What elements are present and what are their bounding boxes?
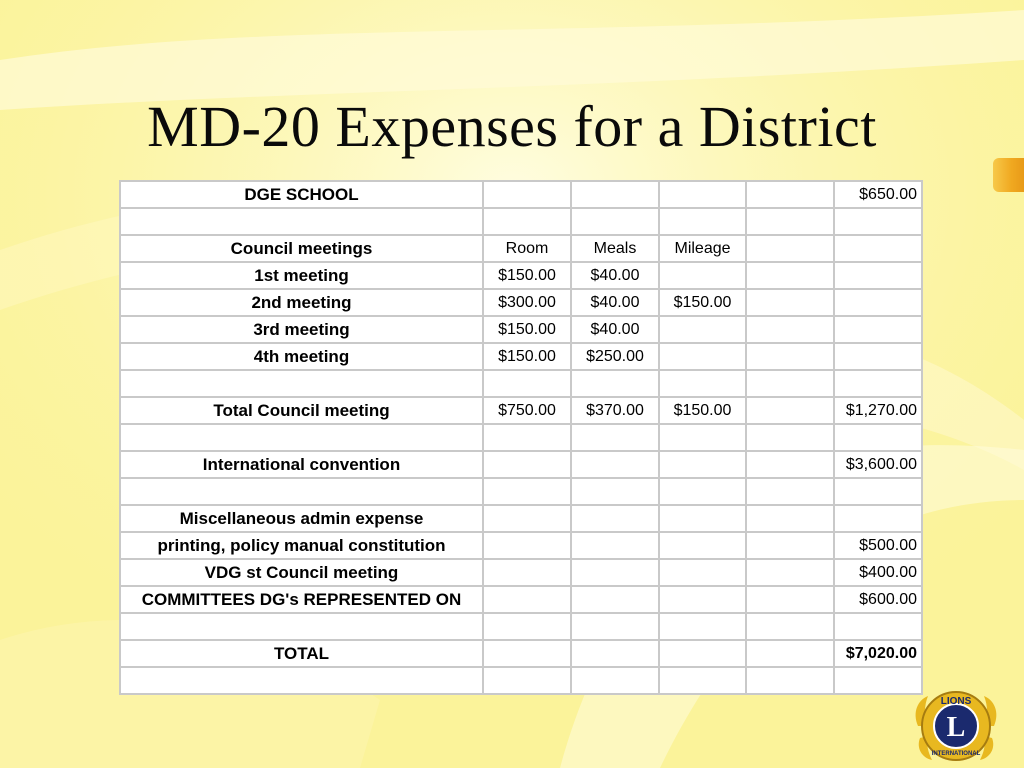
extra-cell <box>746 424 834 451</box>
meals-cell: $40.00 <box>571 289 659 316</box>
mileage-cell: Mileage <box>659 235 746 262</box>
total-cell <box>834 208 922 235</box>
row-label: DGE SCHOOL <box>120 181 483 208</box>
mileage-cell <box>659 667 746 694</box>
meals-cell <box>571 451 659 478</box>
meals-cell <box>571 505 659 532</box>
total-cell: $7,020.00 <box>834 640 922 667</box>
meals-cell <box>571 208 659 235</box>
row-label: 3rd meeting <box>120 316 483 343</box>
accent-tab <box>993 158 1024 192</box>
total-cell: $600.00 <box>834 586 922 613</box>
room-cell: $150.00 <box>483 316 571 343</box>
extra-cell <box>746 478 834 505</box>
table-row <box>120 613 922 640</box>
table-row <box>120 181 922 208</box>
row-label: COMMITTEES DG's REPRESENTED ON <box>120 586 483 613</box>
extra-cell <box>746 613 834 640</box>
lions-club-emblem-icon <box>912 682 1000 766</box>
room-cell <box>483 559 571 586</box>
meals-cell <box>571 613 659 640</box>
extra-cell <box>746 559 834 586</box>
mileage-cell <box>659 343 746 370</box>
logo-text-top: LIONS <box>940 696 972 707</box>
room-cell: $150.00 <box>483 262 571 289</box>
page-title: MD-20 Expenses for a District <box>147 94 877 159</box>
room-cell <box>483 532 571 559</box>
meals-cell: Meals <box>571 235 659 262</box>
mileage-cell <box>659 181 746 208</box>
row-label: TOTAL <box>120 640 483 667</box>
extra-cell <box>746 505 834 532</box>
table-row <box>120 505 922 532</box>
meals-cell <box>571 640 659 667</box>
meals-cell <box>571 667 659 694</box>
table-row <box>120 262 922 289</box>
room-cell <box>483 505 571 532</box>
mileage-cell <box>659 370 746 397</box>
total-cell <box>834 478 922 505</box>
total-cell <box>834 613 922 640</box>
mileage-cell <box>659 262 746 289</box>
row-label <box>120 424 483 451</box>
mileage-cell <box>659 451 746 478</box>
room-cell: $150.00 <box>483 343 571 370</box>
extra-cell <box>746 667 834 694</box>
meals-cell: $250.00 <box>571 343 659 370</box>
mileage-cell <box>659 424 746 451</box>
mileage-cell <box>659 586 746 613</box>
extra-cell <box>746 586 834 613</box>
room-cell: Room <box>483 235 571 262</box>
meals-cell <box>571 478 659 505</box>
mileage-cell <box>659 613 746 640</box>
room-cell: $750.00 <box>483 397 571 424</box>
extra-cell <box>746 640 834 667</box>
row-label: 1st meeting <box>120 262 483 289</box>
extra-cell <box>746 208 834 235</box>
total-cell <box>834 505 922 532</box>
row-label: 2nd meeting <box>120 289 483 316</box>
total-cell <box>834 289 922 316</box>
row-label <box>120 478 483 505</box>
meals-cell: $40.00 <box>571 262 659 289</box>
meals-cell <box>571 424 659 451</box>
meals-cell <box>571 559 659 586</box>
total-cell <box>834 262 922 289</box>
table-row <box>120 478 922 505</box>
mileage-cell <box>659 640 746 667</box>
room-cell <box>483 451 571 478</box>
row-label: VDG st Council meeting <box>120 559 483 586</box>
extra-cell <box>746 397 834 424</box>
room-cell <box>483 613 571 640</box>
mileage-cell <box>659 505 746 532</box>
mileage-cell: $150.00 <box>659 289 746 316</box>
table-row <box>120 532 922 559</box>
extra-cell <box>746 532 834 559</box>
row-label <box>120 370 483 397</box>
table-row <box>120 586 922 613</box>
table-row <box>120 316 922 343</box>
logo-text-bottom: INTERNATIONAL <box>931 751 981 757</box>
row-label <box>120 613 483 640</box>
row-label: Miscellaneous admin expense <box>120 505 483 532</box>
meals-cell <box>571 181 659 208</box>
mileage-cell <box>659 208 746 235</box>
row-label <box>120 208 483 235</box>
mileage-cell <box>659 559 746 586</box>
extra-cell <box>746 343 834 370</box>
total-cell: $500.00 <box>834 532 922 559</box>
row-label: International convention <box>120 451 483 478</box>
total-cell <box>834 316 922 343</box>
room-cell <box>483 370 571 397</box>
table-row <box>120 208 922 235</box>
room-cell <box>483 586 571 613</box>
expenses-table <box>119 180 923 695</box>
row-label <box>120 667 483 694</box>
extra-cell <box>746 235 834 262</box>
mileage-cell <box>659 316 746 343</box>
mileage-cell <box>659 532 746 559</box>
table-row <box>120 667 922 694</box>
row-label: 4th meeting <box>120 343 483 370</box>
total-cell: $400.00 <box>834 559 922 586</box>
room-cell <box>483 667 571 694</box>
table-row <box>120 235 922 262</box>
room-cell <box>483 478 571 505</box>
meals-cell <box>571 370 659 397</box>
room-cell <box>483 640 571 667</box>
row-label: printing, policy manual constitution <box>120 532 483 559</box>
table-row <box>120 559 922 586</box>
room-cell <box>483 181 571 208</box>
table-row <box>120 640 922 667</box>
extra-cell <box>746 316 834 343</box>
extra-cell <box>746 262 834 289</box>
table-row <box>120 370 922 397</box>
total-cell <box>834 370 922 397</box>
row-label: Council meetings <box>120 235 483 262</box>
total-cell <box>834 424 922 451</box>
total-cell: $650.00 <box>834 181 922 208</box>
meals-cell: $40.00 <box>571 316 659 343</box>
total-cell: $3,600.00 <box>834 451 922 478</box>
total-cell <box>834 343 922 370</box>
total-cell <box>834 667 922 694</box>
total-cell <box>834 235 922 262</box>
table-row <box>120 451 922 478</box>
extra-cell <box>746 289 834 316</box>
extra-cell <box>746 451 834 478</box>
table-row <box>120 289 922 316</box>
mileage-cell: $150.00 <box>659 397 746 424</box>
room-cell: $300.00 <box>483 289 571 316</box>
total-cell: $1,270.00 <box>834 397 922 424</box>
table-row <box>120 343 922 370</box>
meals-cell <box>571 586 659 613</box>
room-cell <box>483 424 571 451</box>
extra-cell <box>746 181 834 208</box>
logo-letter: L <box>946 712 966 743</box>
mileage-cell <box>659 478 746 505</box>
room-cell <box>483 208 571 235</box>
meals-cell <box>571 532 659 559</box>
table-row <box>120 397 922 424</box>
meals-cell: $370.00 <box>571 397 659 424</box>
extra-cell <box>746 370 834 397</box>
row-label: Total Council meeting <box>120 397 483 424</box>
table-row <box>120 424 922 451</box>
